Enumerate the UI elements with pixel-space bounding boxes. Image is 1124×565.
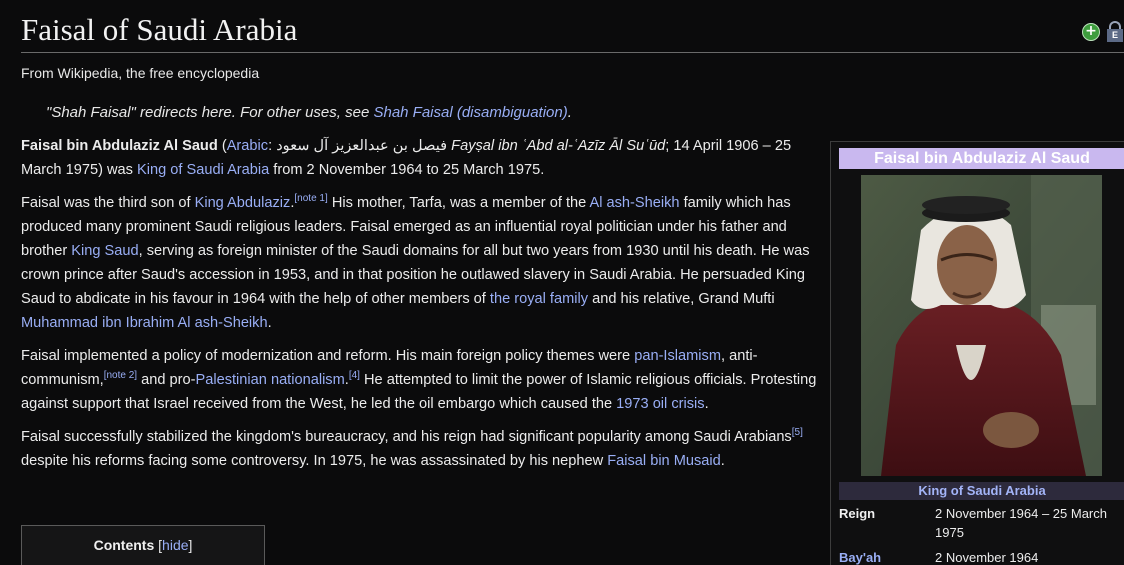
text-run: .	[267, 315, 272, 331]
article-link[interactable]: King Abdulaziz	[194, 195, 291, 211]
infobox-value: 2 November 1964 – 25 March 1975	[935, 506, 1107, 540]
infobox-label-link[interactable]: Bay'ah	[839, 550, 882, 565]
toc-bracket-open: [	[158, 537, 163, 553]
lock-icon[interactable]: E	[1106, 21, 1124, 43]
paragraph	[21, 425, 821, 473]
text-run: Faisal successfully stabilized the kingdom's bureaucracy, and his reign had significant popularity among Saudi Arabians	[21, 429, 792, 445]
article-link[interactable]: Faisal bin Musaid	[607, 453, 721, 469]
text-run: , anti-communism,	[21, 348, 758, 388]
site-subtitle: From Wikipedia, the free encyclopedia	[21, 65, 260, 81]
text-run: He attempted to limit the power of Islamic religious officials. Protesting against support that Israel received from the West, he led the oil embargo which caused the	[21, 372, 817, 412]
citation-link[interactable]: [5]	[791, 427, 803, 439]
citation-link[interactable]: [4]	[348, 370, 360, 382]
add-icon[interactable]: +	[1082, 23, 1100, 41]
page-indicators	[1082, 20, 1124, 44]
text-run: .	[344, 372, 349, 388]
article-link[interactable]: Arabic	[226, 138, 269, 154]
infobox	[830, 141, 1124, 565]
text-run: .	[704, 396, 709, 412]
hatnote	[46, 104, 572, 121]
text-run: and pro-	[137, 372, 196, 388]
article-link[interactable]: Muhammad ibn Ibrahim Al ash-Sheikh	[21, 315, 268, 331]
text-run: Faisal implemented a policy of modernization and reform. His main foreign policy themes were	[21, 348, 635, 364]
paragraph	[21, 134, 821, 182]
infobox-row-bayah	[839, 548, 1124, 565]
infobox-value: 2 November 1964	[935, 550, 1039, 565]
toc-bracket-close: ]	[188, 537, 193, 553]
text-run: from 2 November 1964 to 25 March 1975.	[269, 162, 545, 178]
citation-link[interactable]: [note 2]	[103, 370, 138, 382]
title-divider	[21, 52, 1124, 53]
text-run: family which has produced many prominent Saudi religious leaders. Faisal emerged as an influential royal politician under his father and brother	[21, 195, 791, 259]
text-run: : فيصل بن عبدالعزيز آل سعود	[268, 138, 452, 154]
article-body	[21, 134, 821, 482]
article-link[interactable]: Al ash-Sheikh	[589, 195, 680, 211]
article-link[interactable]: pan-Islamism	[634, 348, 721, 364]
article-link[interactable]: 1973 oil crisis	[616, 396, 705, 412]
paragraph	[21, 191, 821, 335]
article-link[interactable]: Palestinian nationalism	[195, 372, 345, 388]
toc-title: Contents	[93, 537, 155, 553]
hatnote-end: .	[567, 104, 572, 121]
page-title: Faisal of Saudi Arabia	[21, 12, 298, 47]
text-run: Faisal was the third son of	[21, 195, 195, 211]
text-run: (	[217, 138, 227, 154]
infobox-office-link[interactable]: King of Saudi Arabia	[839, 482, 1124, 500]
infobox-row-reign	[839, 504, 1124, 542]
text-run: , serving as foreign minister of the Saudi domains for all but two years from 1930 until his death. He was crown prince after Saud's accession in 1953, and in that position he outlawed slavery in Saudi Arabia. He persuaded King Saud to abdicate in his favour in 1964 with the help of other members of	[21, 243, 810, 307]
table-of-contents	[21, 525, 265, 565]
portrait-image[interactable]	[861, 175, 1102, 476]
text-run: despite his reforms facing some controversy. In 1975, he was assassinated by his nephew	[21, 453, 608, 469]
hatnote-text: "Shah Faisal" redirects here. For other uses, see	[46, 104, 374, 121]
transliteration: Fayṣal ibn ʿAbd al-ʿAzīz Āl Suʿūd	[451, 138, 666, 154]
toc-hide-link[interactable]: hide	[162, 537, 189, 553]
paragraph	[21, 344, 821, 416]
text-run: and his relative, Grand Mufti	[588, 291, 775, 307]
article-link[interactable]: the royal family	[489, 291, 589, 307]
hatnote-link[interactable]: Shah Faisal (disambiguation)	[373, 104, 568, 121]
text-run: His mother, Tarfa, was a member of the	[327, 195, 590, 211]
bold-name: Faisal bin Abdulaziz Al Saud	[21, 138, 218, 154]
text-run: ; 14 April 1906 – 25 March 1975) was	[21, 138, 792, 178]
infobox-label: Reign	[839, 506, 876, 521]
infobox-header: Faisal bin Abdulaziz Al Saud	[839, 148, 1124, 169]
text-run: .	[720, 453, 725, 469]
article-link[interactable]: King of Saudi Arabia	[137, 162, 270, 178]
citation-link[interactable]: [note 1]	[294, 193, 328, 205]
text-run: .	[290, 195, 295, 211]
article-link[interactable]: King Saud	[71, 243, 139, 259]
